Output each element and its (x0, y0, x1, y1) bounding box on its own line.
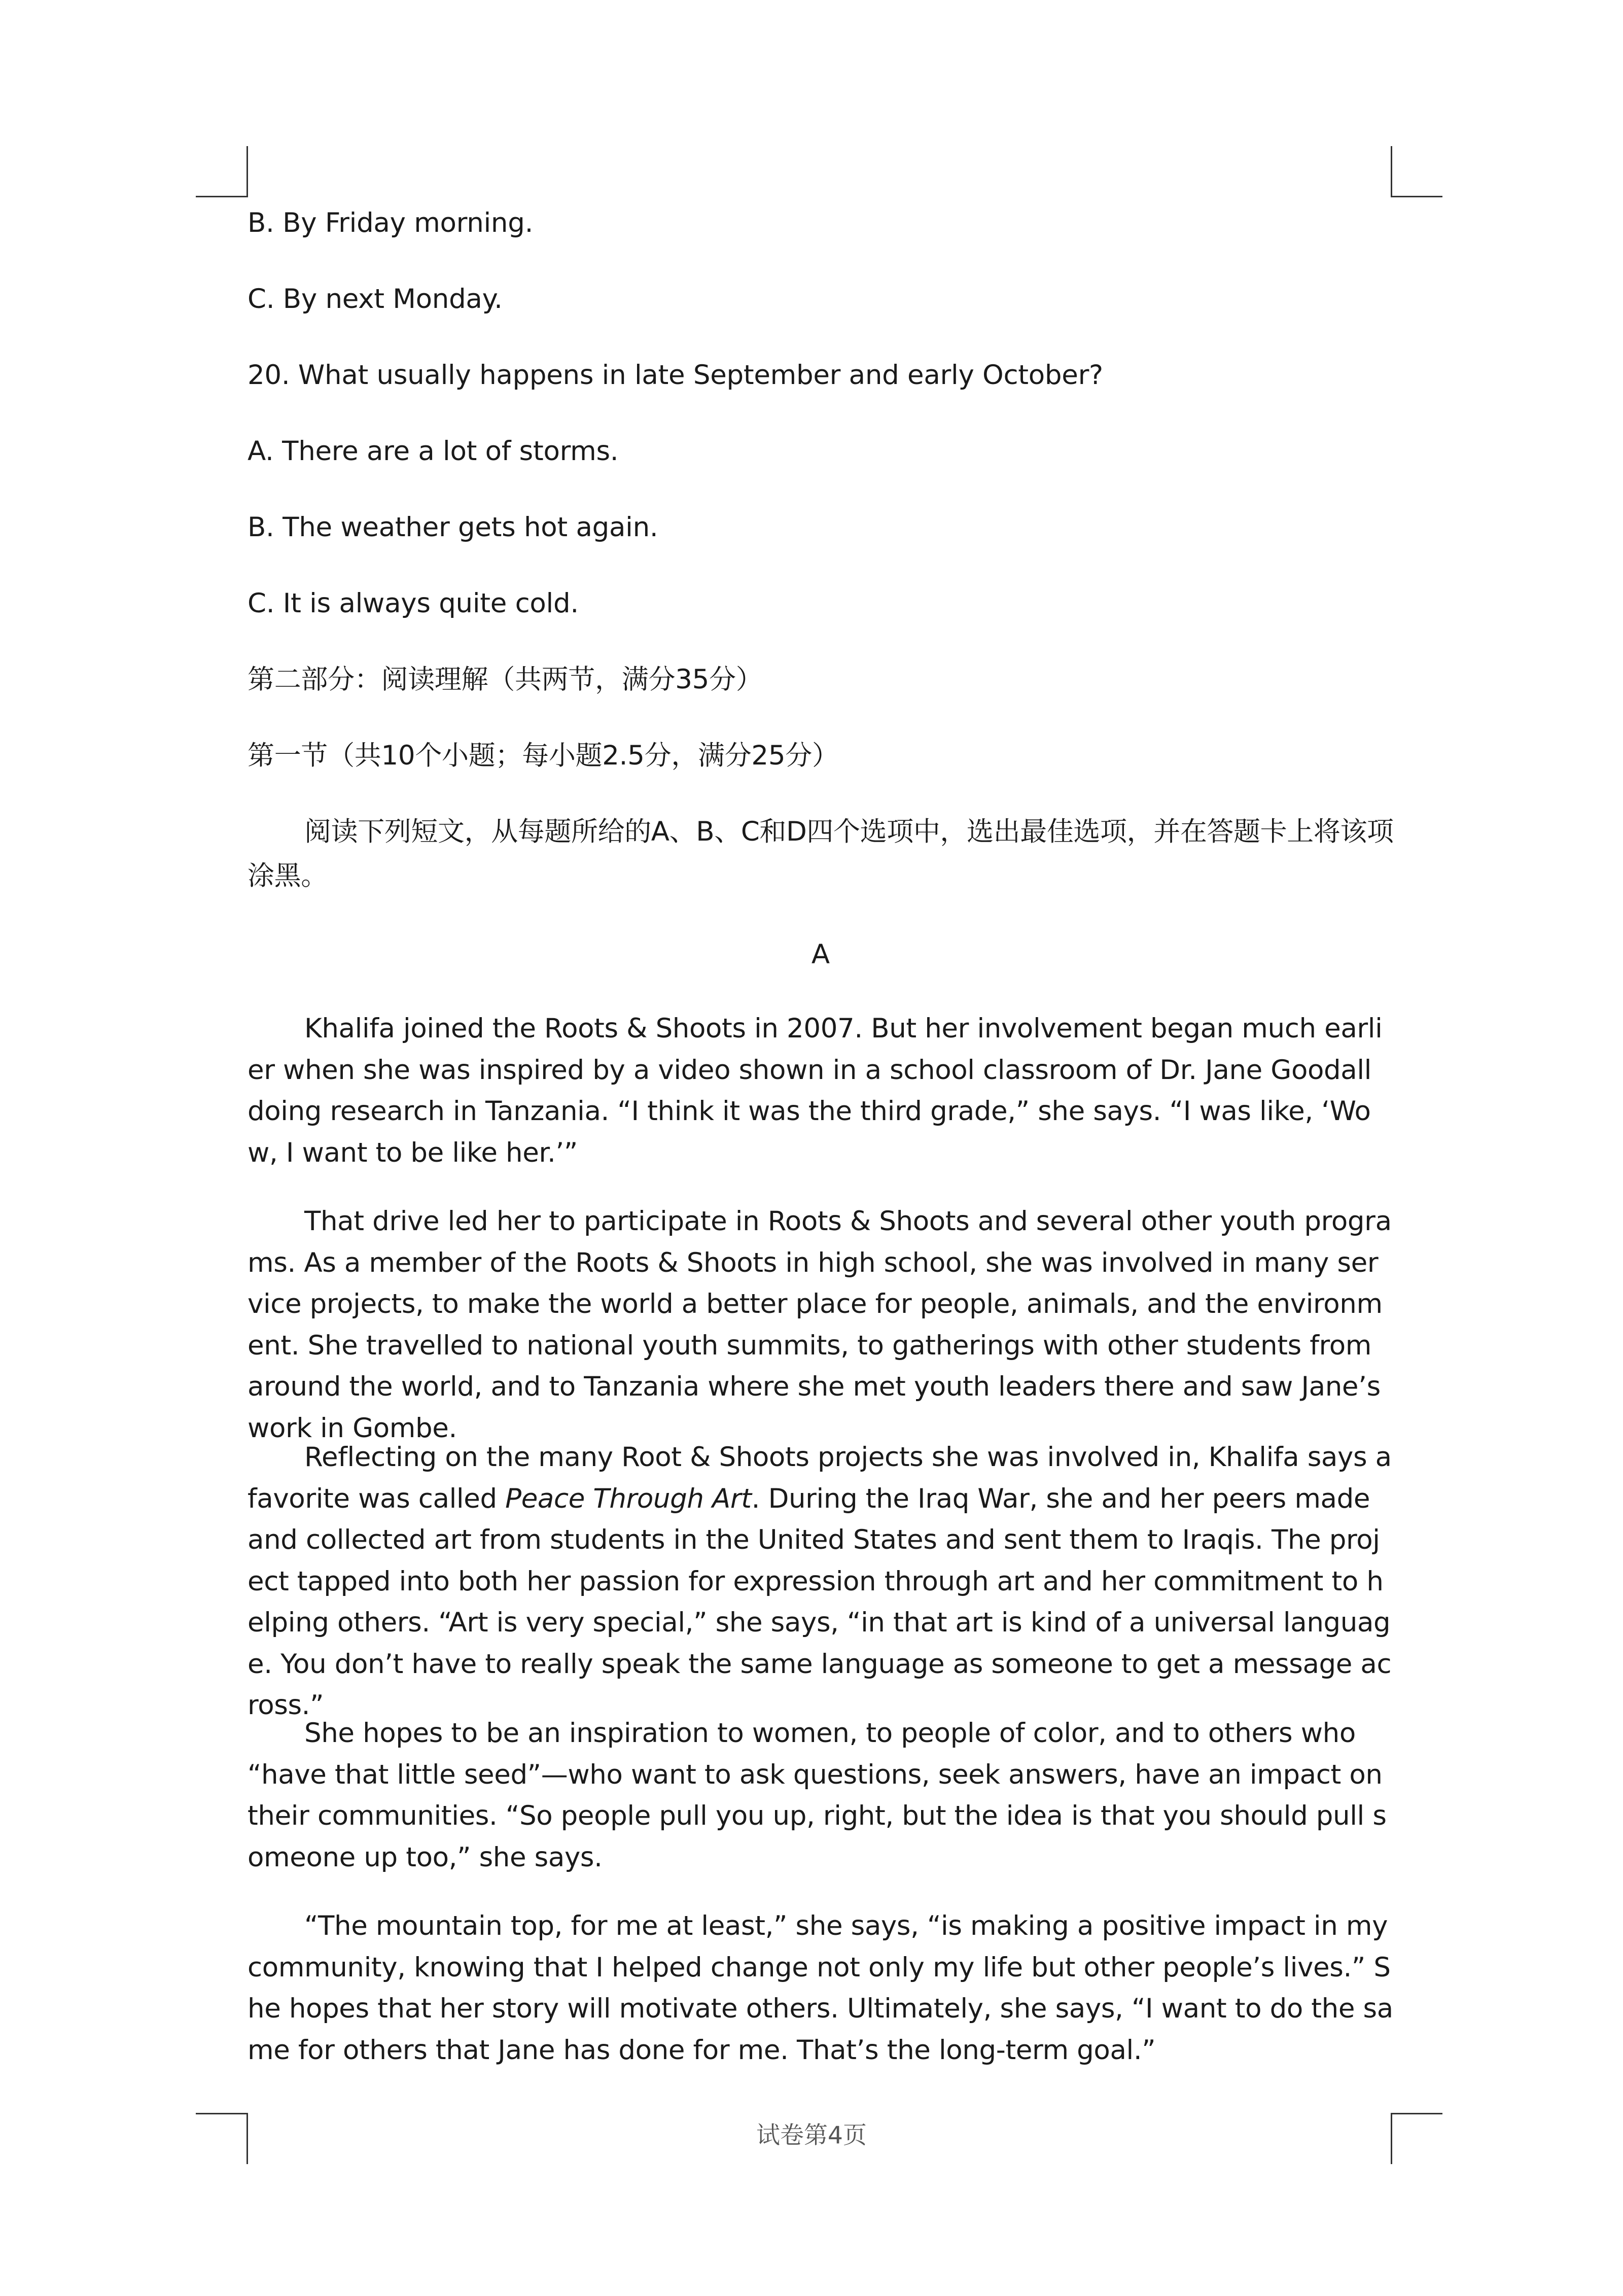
passage-paragraph-2: That drive led her to participate in Roots & Shoots and several other youth programs. As a member of the Roots & Shoots in high school, she was involved in many service projects, to make the world a better place for people, animals, and the environment. She travelled to national youth summits, to gatherings with other students from around the world, and to Tanzania where she met youth leaders there and saw Jane’s work in Gombe. (248, 1206, 1392, 1444)
subsection-title: 第一节（共10个小题；每小题2.5分，满分25分） (248, 740, 839, 771)
question-20-option-c: C. It is always quite cold. (248, 588, 579, 619)
passage-paragraph-1: Khalifa joined the Roots & Shoots in 2007. But her involvement began much earlier when she was inspired by a video shown in a school classroom of Dr. Jane Goodall doing research in Tanzania. “I think it was the third grade,” she says. “I was like, ‘Wow, I want to be like her.’” (248, 1013, 1383, 1168)
corner-mark-top-right-v (1391, 146, 1392, 197)
question-20: 20. What usually happens in late September and early October? (248, 360, 1103, 391)
part-title: 第二部分：阅读理解（共两节，满分35分） (248, 664, 763, 695)
passage-paragraph-4: She hopes to be an inspiration to women, to people of color, and to others who “have that little seed”—who want to ask questions, seek answers, have an impact on their communities. “So people pull you up, right, but the idea is that you should pull someone up too,” she says. (248, 1718, 1387, 1873)
project-title: Peace Through Art (505, 1483, 752, 1514)
question-20-option-b: B. The weather gets hot again. (248, 512, 658, 543)
corner-mark-top-right-h (1391, 196, 1442, 197)
passage-paragraph-3 (248, 1437, 1394, 1726)
option-c-prev: C. By next Monday. (248, 284, 503, 315)
corner-mark-bottom-right-h (1391, 2113, 1442, 2114)
paragraph-3-text-end: . During the Iraq War, she and her peers made and collected art from students in the United States and sent them to Iraqis. The project tapped into both her passion for expression through art and her commitment to helping others. “Art is very special,” she says, “in that art is kind of a universal language. You don’t have to really speak the same language as someone to get a message across.” (248, 1483, 1392, 1721)
passage-paragraph-5: “The mountain top, for me at least,” she says, “is making a positive impact in my community, knowing that I helped change not only my life but other people’s lives.” She hopes that her story will motivate others. Ultimately, she says, “I want to do the same for others that Jane has done for me. That’s the long-term goal.” (248, 1910, 1393, 2066)
corner-mark-top-left-h (196, 196, 248, 197)
corner-mark-bottom-left-h (196, 2113, 248, 2114)
option-b-prev: B. By Friday morning. (248, 207, 534, 238)
passage-label: A (811, 939, 830, 970)
question-20-option-a: A. There are a lot of storms. (248, 436, 619, 467)
instructions: 阅读下列短文，从每题所给的A、B、C和D四个选项中，选出最佳选项，并在答题卡上将该项涂黑。 (248, 816, 1394, 891)
paragraph-3-text-start: Reflecting on the many Root & Shoots projects she was involved in, Khalifa says a favorite was called (248, 1442, 1392, 1514)
corner-mark-top-left-v (246, 146, 248, 197)
page-footer: 试卷第4页 (756, 2121, 867, 2149)
